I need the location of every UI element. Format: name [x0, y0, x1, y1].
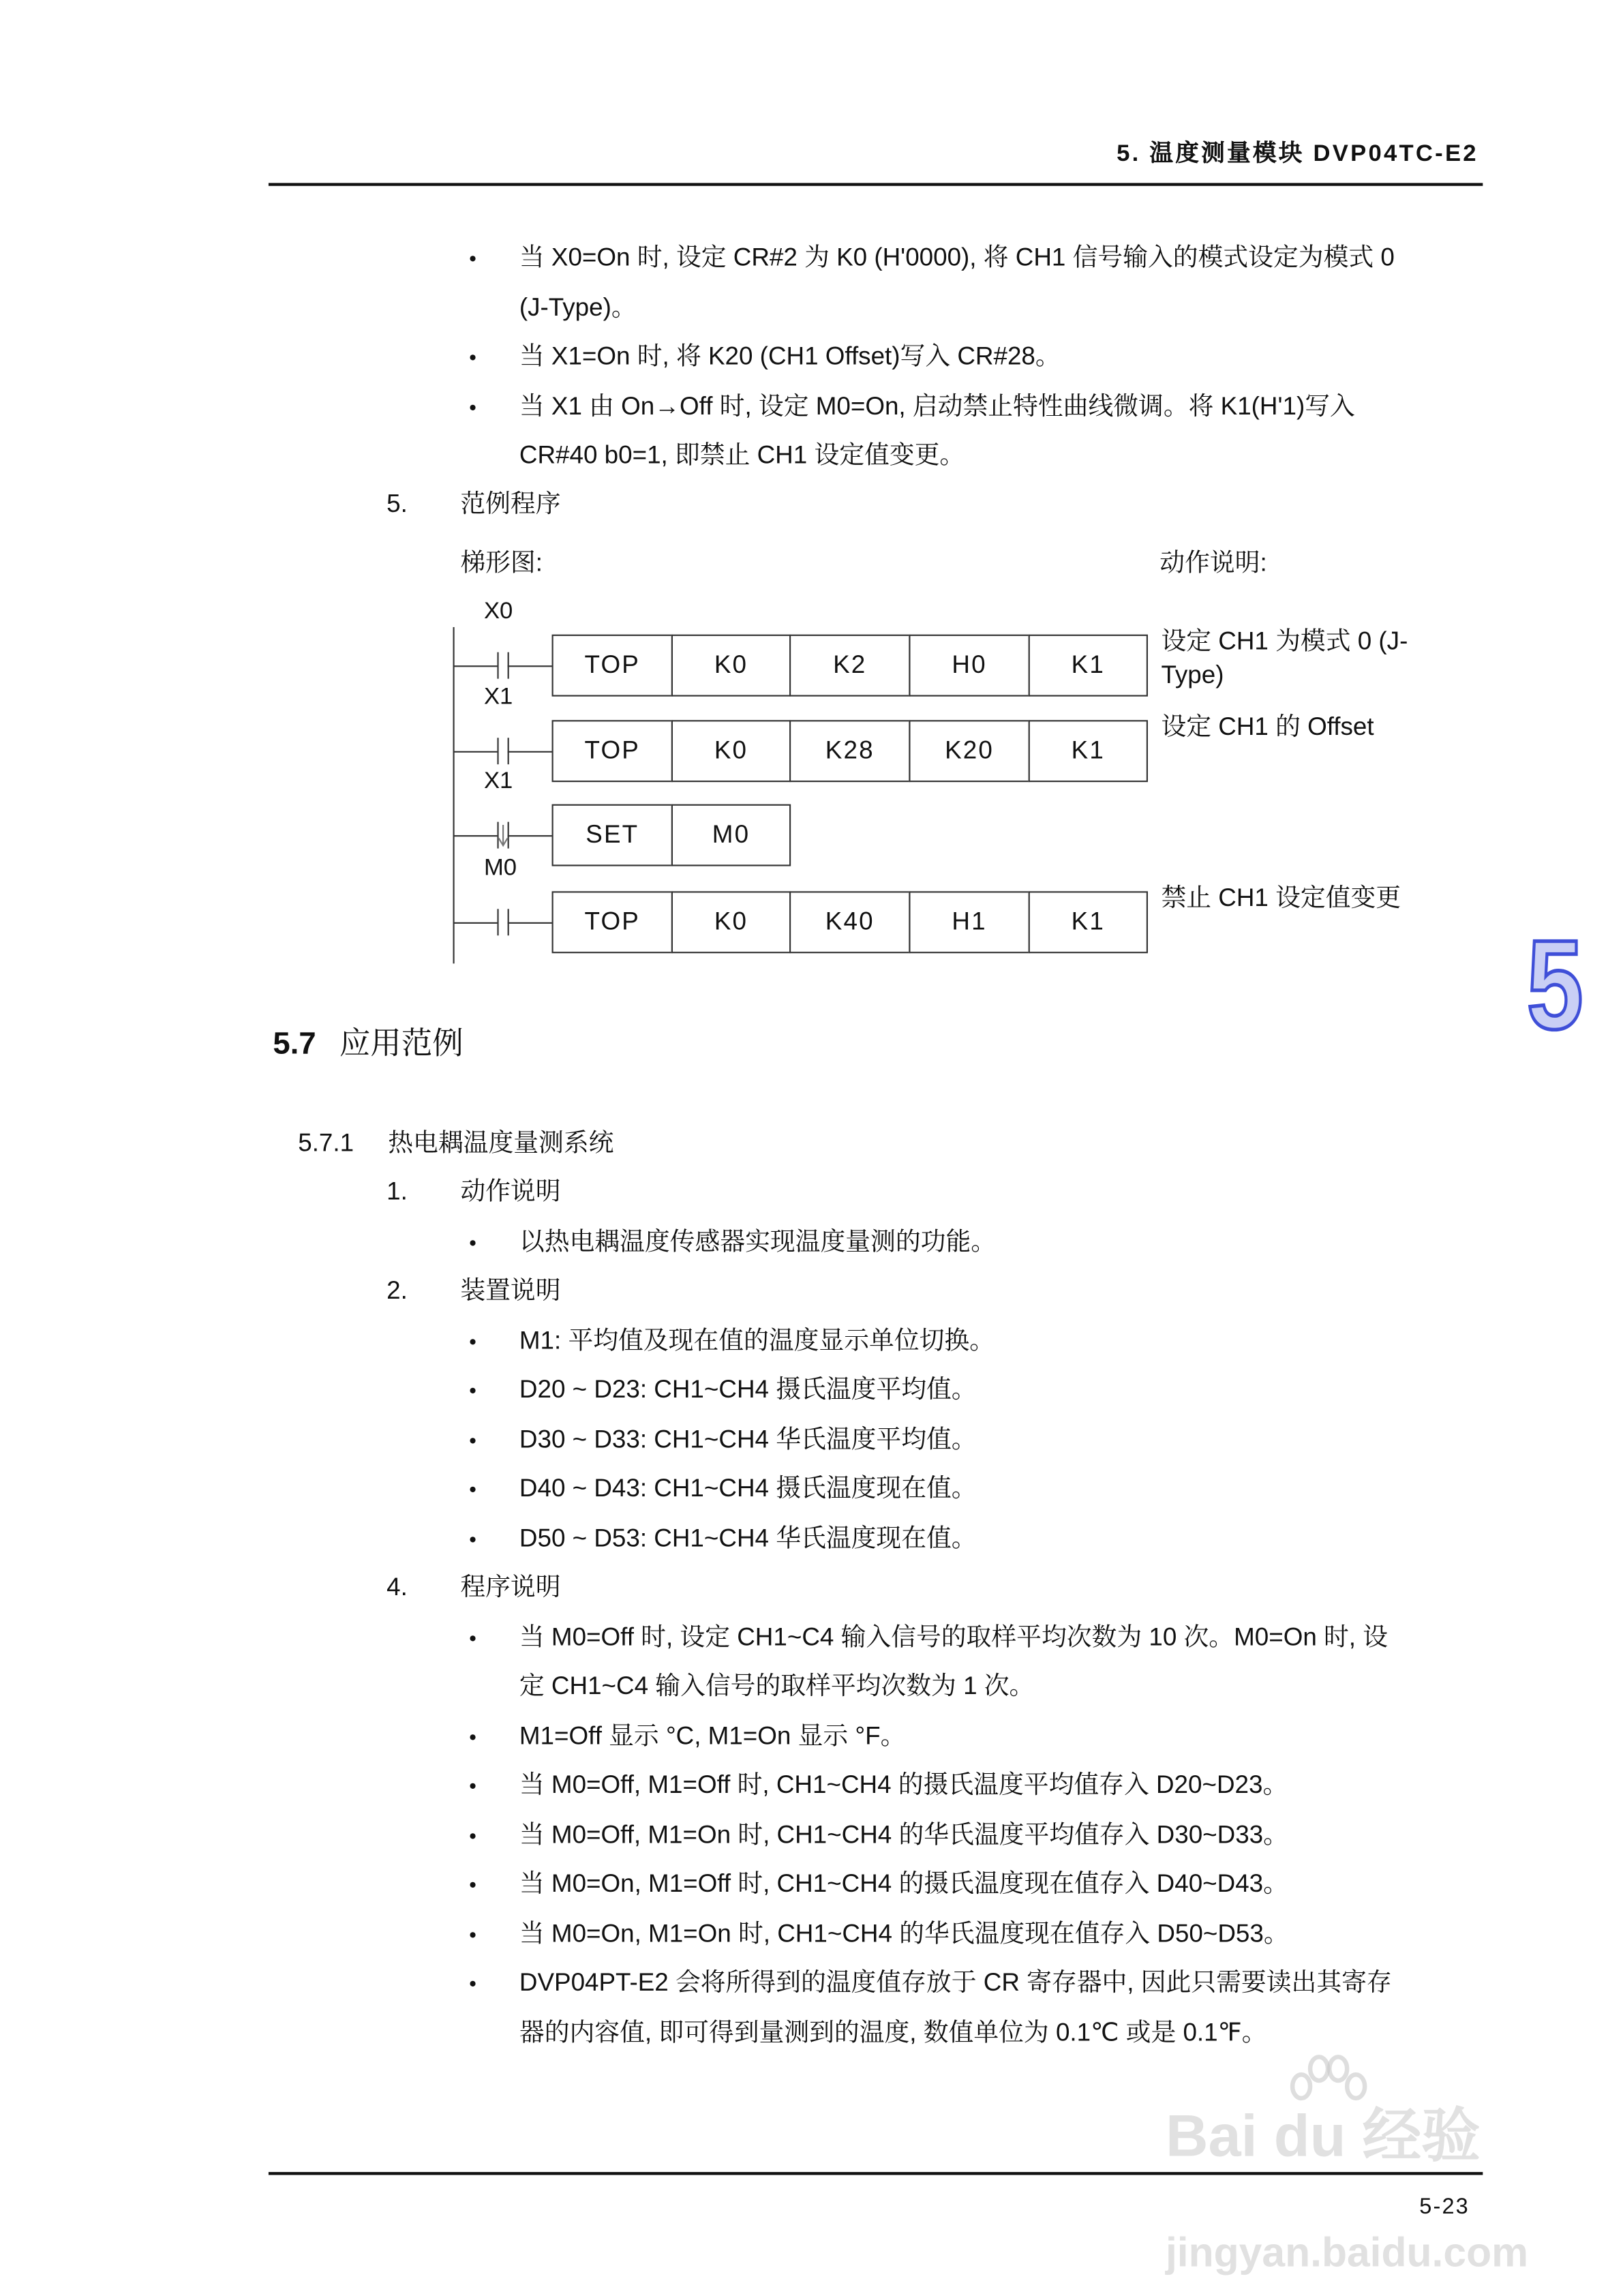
bullet-dot: •: [469, 1625, 476, 1649]
instruction-cell: TOP: [552, 635, 673, 697]
bullet-text: 当 M0=On, M1=On 时, CH1~CH4 的华氏温度现在值存入 D50~D53。: [519, 1918, 1289, 1948]
action-description: 设定 CH1 为模式 0 (J-: [1161, 626, 1408, 656]
bullet-text: D30 ~ D33: CH1~CH4 华氏温度平均值。: [519, 1424, 977, 1453]
header-rule: [269, 183, 1483, 185]
wire: [508, 665, 552, 667]
instruction-cell: K28: [789, 720, 910, 782]
instruction-cell: H1: [909, 891, 1029, 953]
bullet-dot: •: [469, 345, 476, 369]
bullet-dot: •: [469, 246, 476, 271]
instruction-cell: K1: [1029, 891, 1148, 953]
bullet-text: D20 ~ D23: CH1~CH4 摄氏温度平均值。: [519, 1375, 977, 1404]
paw-icon: [1284, 2054, 1372, 2107]
instruction-cell: K0: [671, 891, 791, 953]
bullet-text: 当 X1=On 时, 将 K20 (CH1 Offset)写入 CR#28。: [519, 342, 1061, 371]
item-number: 1.: [386, 1177, 408, 1206]
action-label: 动作说明:: [1159, 549, 1267, 577]
instruction-cell: M0: [671, 804, 791, 866]
bullet-text: 当 M0=On, M1=Off 时, CH1~CH4 的摄氏温度现在值存入 D40~D43。: [519, 1869, 1288, 1898]
wire: [453, 751, 498, 753]
bullet-text-cont: CR#40 b0=1, 即禁止 CH1 设定值变更。: [519, 441, 965, 470]
bullet-dot: •: [469, 1526, 476, 1550]
contact-bar: [497, 738, 498, 764]
bullet-text: 当 M0=Off, M1=On 时, CH1~CH4 的华氏温度平均值存入 D30~D33。: [519, 1819, 1288, 1849]
bullet-text: 当 M0=Off, M1=Off 时, CH1~CH4 的摄氏温度平均值存入 D20~D23。: [519, 1770, 1288, 1799]
item-number: 4.: [386, 1573, 408, 1601]
instruction-cell: K20: [909, 720, 1029, 782]
bullet-text: 当 X1 由 On→Off 时, 设定 M0=On, 启动禁止特性曲线微调。将 K1(H'1)写入: [519, 391, 1355, 420]
wire: [508, 751, 552, 753]
bullet-text: M1: 平均值及现在值的温度显示单位切换。: [519, 1325, 995, 1354]
contact-label: X1: [483, 768, 513, 794]
bullet-dot: •: [469, 1378, 476, 1402]
bullet-dot: •: [469, 1922, 476, 1946]
page-number: 5-23: [1419, 2194, 1470, 2220]
bullet-text: DVP04PT-E2 会将所得到的温度值存放于 CR 寄存器中, 因此只需要读出其寄存: [519, 1968, 1392, 1997]
watermark-url: jingyan.baidu.com: [1165, 2229, 1529, 2276]
bullet-text: M1=Off 显示 °C, M1=On 显示 °F。: [519, 1721, 906, 1750]
instruction-cell: K1: [1029, 720, 1148, 782]
wire: [508, 922, 552, 924]
bullet-text-cont: (J-Type)。: [519, 292, 637, 321]
instruction-cell: K1: [1029, 635, 1148, 697]
action-description: 禁止 CH1 设定值变更: [1161, 883, 1401, 912]
left-power-rail: [453, 627, 455, 964]
bullet-text: 以热电耦温度传感器实现温度量测的功能。: [519, 1226, 997, 1255]
bullet-dot: •: [469, 1428, 476, 1451]
contact-bar: [497, 909, 498, 935]
action-description: 设定 CH1 的 Offset: [1161, 712, 1374, 741]
wire: [453, 835, 498, 836]
bullet-text: D40 ~ D43: CH1~CH4 摄氏温度现在值。: [519, 1474, 977, 1502]
instruction-cell: K0: [671, 635, 791, 697]
bullet-text-cont: 定 CH1~C4 输入信号的取样平均次数为 1 次。: [519, 1672, 1035, 1700]
watermark-brand: Bai du 经验: [1165, 2104, 1481, 2169]
section-5-7-title: 应用范例: [339, 1027, 464, 1061]
bullet-text-cont: 器的内容值, 即可得到量测到的温度, 数值单位为 0.1℃ 或是 0.1℉。: [519, 2017, 1267, 2046]
wire: [453, 922, 498, 924]
instruction-cell: K40: [789, 891, 910, 953]
bullet-text: D50 ~ D53: CH1~CH4 华氏温度现在值。: [519, 1523, 977, 1552]
item-title: 装置说明: [460, 1276, 561, 1305]
wire: [453, 665, 498, 667]
bullet-dot: •: [469, 1477, 476, 1501]
ladder-label: 梯形图:: [460, 549, 543, 577]
item-title: 程序说明: [460, 1573, 561, 1601]
bullet-dot: •: [469, 1724, 476, 1748]
section-title: 范例程序: [460, 489, 561, 518]
wire: [508, 835, 552, 836]
instruction-cell: TOP: [552, 891, 673, 953]
bullet-text: 当 M0=Off 时, 设定 CH1~C4 输入信号的取样平均次数为 10 次。M0=On 时, 设: [519, 1622, 1389, 1650]
instruction-cell: K2: [789, 635, 910, 697]
contact-label: M0: [483, 856, 517, 881]
running-header: 5. 温度测量模块 DVP04TC-E2: [1117, 141, 1478, 167]
contact-label: X1: [483, 684, 513, 710]
bullet-dot: •: [469, 1230, 476, 1254]
bullet-dot: •: [469, 1773, 476, 1798]
item-title: 动作说明: [460, 1177, 561, 1206]
instruction-cell: TOP: [552, 720, 673, 782]
bullet-dot: •: [469, 1872, 476, 1897]
bullet-dot: •: [469, 1329, 476, 1353]
footer-rule: [269, 2172, 1483, 2174]
section-5-7-1-title: 热电耦温度量测系统: [388, 1128, 614, 1157]
bullet-dot: •: [469, 1971, 476, 1995]
bullet-dot: •: [469, 395, 476, 419]
contact-bar: [497, 652, 498, 679]
chapter-tab: 5: [1526, 914, 1583, 1057]
instruction-cell: H0: [909, 635, 1029, 697]
contact-label: X0: [483, 599, 513, 624]
section-5-7-number: 5.7: [273, 1027, 316, 1061]
bullet-text: 当 X0=On 时, 设定 CR#2 为 K0 (H'0000), 将 CH1 信号输入的模式设定为模式 0: [519, 243, 1395, 272]
item-number: 2.: [386, 1276, 408, 1305]
bullet-dot: •: [469, 1823, 476, 1847]
section-5-7-1-number: 5.7.1: [298, 1128, 354, 1157]
instruction-cell: K0: [671, 720, 791, 782]
section-number: 5.: [386, 489, 408, 518]
instruction-cell: SET: [552, 804, 673, 866]
action-description-cont: Type): [1161, 661, 1224, 689]
